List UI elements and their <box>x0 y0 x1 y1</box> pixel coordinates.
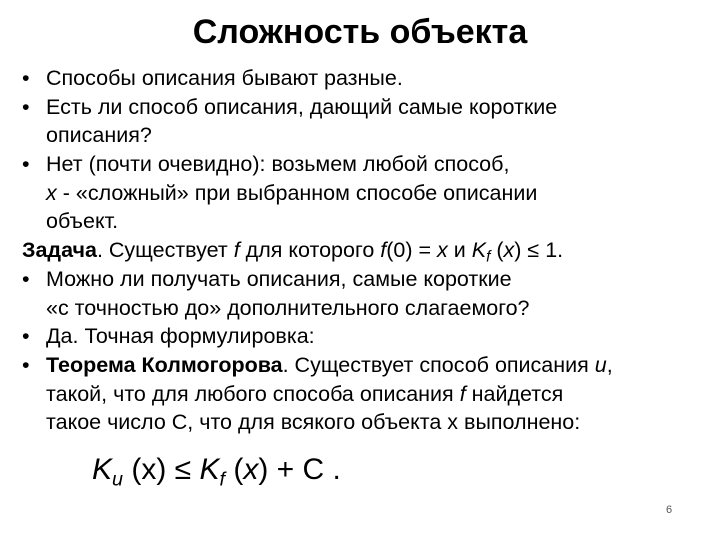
bullet-text: Способы описания бывают разные. <box>46 66 403 90</box>
bullet-continuation <box>22 294 712 323</box>
bullet-continuation <box>22 380 712 409</box>
bullet-continuation <box>22 179 712 208</box>
bullet-text: описания? <box>46 123 152 148</box>
bullet-icon: • <box>22 66 30 90</box>
theorem-label: Теорема Колмогорова <box>46 352 283 377</box>
bullet-item <box>22 322 712 351</box>
bullet-item <box>22 265 712 294</box>
task-text: для которого <box>239 238 381 263</box>
bullet-text: такой, что для любого способа описания <box>46 381 460 406</box>
formula-text: (x) ≤ <box>123 453 200 486</box>
subscript-f: f <box>486 248 491 266</box>
formula-K: K <box>92 453 113 486</box>
bullet-continuation <box>22 408 712 437</box>
variable-f: f <box>459 381 466 406</box>
slide-body <box>22 64 712 437</box>
formula-subscript-u: u <box>112 468 124 491</box>
page-number: 6 <box>666 504 673 516</box>
slide-title: Сложность объекта <box>192 13 528 51</box>
formula-text: ( <box>225 453 244 486</box>
formula-x: x <box>243 453 259 486</box>
bullet-text: Нет (почти очевидно): возьмем любой способ, <box>46 152 510 177</box>
bullet-text: - «сложный» при выбранном способе описании <box>56 180 538 205</box>
bullet-icon: • <box>22 352 30 377</box>
variable-x: x <box>503 238 515 263</box>
bullet-icon: • <box>22 324 30 349</box>
variable-f: f <box>233 238 240 263</box>
bullet-text: Можно ли получать описания, самые короткие <box>46 266 512 291</box>
bullet-icon: • <box>22 266 30 291</box>
task-text: ) ≤ 1. <box>514 238 564 263</box>
kolmogorov-formula <box>92 450 341 499</box>
task-text: (0) = <box>386 238 438 263</box>
variable-f: f <box>380 238 387 263</box>
task-text: . Существует <box>96 238 234 263</box>
task-text: и <box>447 238 472 263</box>
variable-x: x <box>46 180 57 205</box>
bullet-text: Да. Точная формулировка: <box>46 324 315 349</box>
bullet-text: «с точностью до» дополнительного слагаемого? <box>46 295 530 320</box>
formula-subscript-f: f <box>219 468 225 491</box>
bullet-icon: • <box>22 152 30 177</box>
bullet-text: найдется <box>465 381 564 406</box>
bullet-text: объект. <box>46 209 119 234</box>
bullet-text: Есть ли способ описания, дающий самые короткие <box>46 94 558 119</box>
variable-K: K <box>471 238 487 263</box>
task-text: ( <box>490 238 504 263</box>
bullet-icon: • <box>22 94 30 119</box>
bullet-continuation <box>22 121 712 150</box>
bullet-item <box>22 64 712 93</box>
bullet-item <box>22 150 712 179</box>
bullet-continuation <box>22 207 712 236</box>
variable-u: u <box>594 352 607 377</box>
bullet-item <box>22 351 712 380</box>
bullet-text: . Существует способ описания <box>282 352 595 377</box>
formula-K: K <box>199 453 220 486</box>
formula-text: ) + C . <box>258 453 341 486</box>
bullet-text: , <box>606 352 613 377</box>
bullet-item <box>22 93 712 122</box>
task-label: Задача <box>22 238 97 263</box>
bullet-text: такое число С, что для всякого объекта х выполнено: <box>46 410 581 435</box>
variable-x: x <box>437 238 448 263</box>
task-statement <box>22 236 712 265</box>
